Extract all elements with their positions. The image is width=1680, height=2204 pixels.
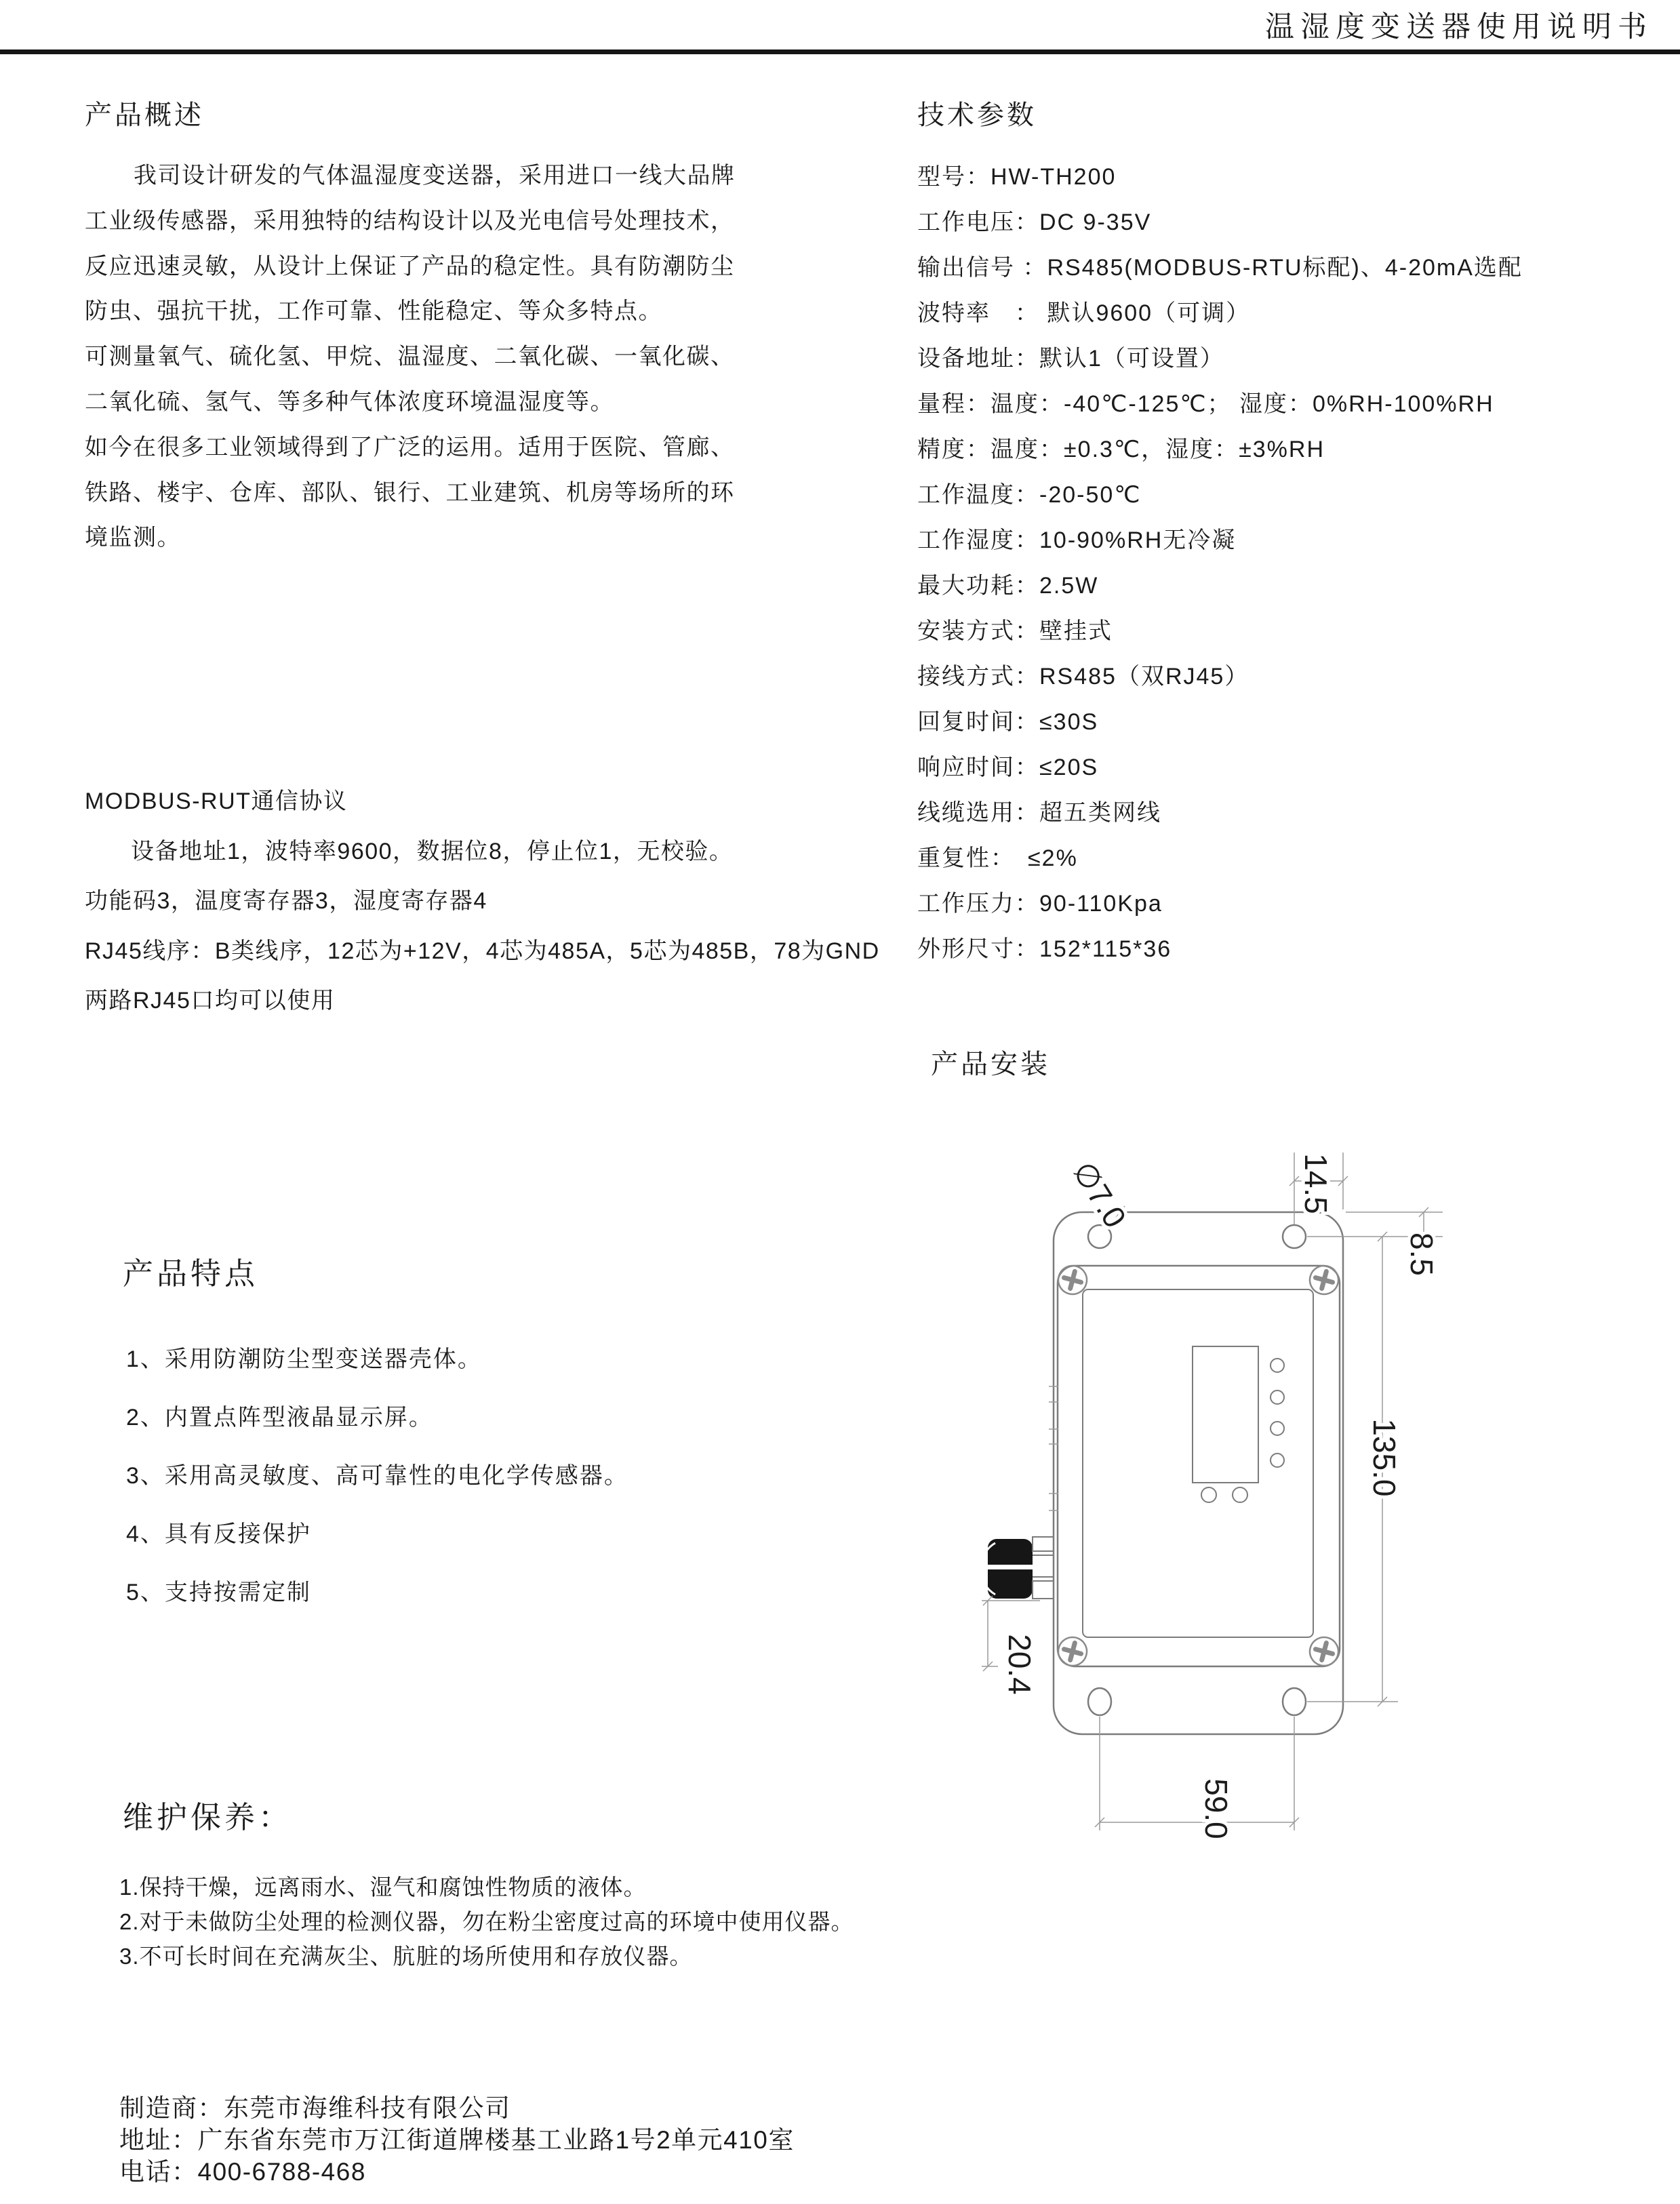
modbus-line: RJ45线序：B类线序，12芯为+12V，4芯为485A，5芯为485B，78为GND xyxy=(85,938,880,964)
feature-item: 4、具有反接保护 xyxy=(126,1521,311,1547)
section-heading-overview: 产品概述 xyxy=(85,100,204,130)
maintenance-list xyxy=(119,1870,854,1973)
spec-line: 回复时间：≤30S xyxy=(917,709,1099,735)
spec-line: 工作湿度：10-90%RH无冷凝 xyxy=(917,527,1237,553)
overview-line: 铁路、楼宇、仓库、部队、银行、工业建筑、机房等场所的环 xyxy=(85,479,735,506)
overview-line: 境监测。 xyxy=(85,525,181,551)
mounting-hole-bottom-right xyxy=(1283,1688,1306,1715)
spec-line: 安装方式：壁挂式 xyxy=(917,618,1113,644)
overview-line: 工业级传感器，采用独特的结构设计以及光电信号处理技术， xyxy=(85,207,735,234)
feature-item: 5、支持按需定制 xyxy=(126,1580,311,1605)
manufacturer-info xyxy=(119,2092,795,2188)
dim-hole-to-edge: 14.5 xyxy=(1298,1153,1334,1214)
spec-line: 输出信号 ：RS485(MODBUS-RTU标配)、4-20mA选配 xyxy=(917,255,1523,281)
spec-line: 波特率 ： 默认9600（可调） xyxy=(917,300,1251,326)
dim-hole-diameter: ∅7.0 xyxy=(1066,1155,1134,1234)
dim-horizontal-pitch: 59.0 xyxy=(1199,1778,1234,1839)
spec-line: 工作温度：-20-50℃ xyxy=(917,482,1142,508)
specs-list xyxy=(917,155,1523,972)
modbus-line: 功能码3，温度寄存器3，湿度寄存器4 xyxy=(85,888,487,914)
spec-line: 重复性： ≤2% xyxy=(917,845,1078,871)
overview-line: 可测量氧气、硫化氢、甲烷、温湿度、二氧化碳、一氧化碳、 xyxy=(85,344,735,370)
phone-line: 电话：400-6788-468 xyxy=(119,2158,366,2186)
dim-gland-offset: 20.4 xyxy=(1002,1634,1037,1695)
features-list xyxy=(126,1330,628,1622)
mounting-plate-outline xyxy=(1054,1212,1343,1734)
overview-line: 我司设计研发的气体温湿度变送器，采用进口一线大品牌 xyxy=(134,163,736,188)
spec-line: 型号：HW-TH200 xyxy=(917,164,1117,190)
overview-line: 反应迅速灵敏，从设计上保证了产品的稳定性。具有防潮防尘 xyxy=(85,253,735,279)
spec-line: 外形尺寸：152*115*36 xyxy=(917,936,1172,962)
spec-line: 精度：温度：±0.3℃，湿度：±3%RH xyxy=(917,437,1325,462)
maintenance-item: 1.保持干燥，远离雨水、湿气和腐蚀性物质的液体。 xyxy=(119,1875,647,1900)
overview-paragraph xyxy=(85,153,736,561)
corner-screws xyxy=(1055,1262,1341,1668)
section-heading-features: 产品特点 xyxy=(123,1256,259,1291)
spec-line: 设备地址：默认1（可设置） xyxy=(917,346,1224,372)
spec-line: 接线方式：RS485（双RJ45） xyxy=(917,664,1249,689)
screw-icon xyxy=(1055,1634,1089,1668)
header-rule xyxy=(0,49,1680,54)
overview-line: 防虫、强抗干扰，工作可靠、性能稳定、等众多特点。 xyxy=(85,298,662,325)
maintenance-item: 3.不可长时间在充满灰尘、肮脏的场所使用和存放仪器。 xyxy=(119,1944,693,1969)
mounting-hole-top-right xyxy=(1283,1225,1306,1248)
dim-vertical-pitch: 135.0 xyxy=(1367,1418,1402,1497)
spec-line: 线缆选用：超五类网线 xyxy=(917,800,1161,826)
feature-item: 3、采用高灵敏度、高可靠性的电化学传感器。 xyxy=(126,1463,628,1489)
feature-item: 1、采用防潮防尘型变送器壳体。 xyxy=(126,1346,482,1372)
document-title: 温湿度变送器使用说明书 xyxy=(1265,11,1653,43)
mounting-hole-bottom-left xyxy=(1088,1688,1111,1715)
dim-edge-offset: 8.5 xyxy=(1404,1233,1439,1276)
spec-line: 最大功耗：2.5W xyxy=(917,573,1099,599)
panel-button-right xyxy=(1233,1487,1247,1502)
spec-line: 工作压力：90-110Kpa xyxy=(917,891,1163,917)
spec-line: 响应时间：≤20S xyxy=(917,755,1099,780)
screw-icon xyxy=(1306,1634,1341,1668)
lcd-window xyxy=(1193,1346,1258,1483)
feature-item: 2、内置点阵型液晶显示屏。 xyxy=(126,1405,433,1430)
modbus-heading: MODBUS-RUT通信协议 xyxy=(85,788,348,814)
spec-line: 工作电压：DC 9-35V xyxy=(917,209,1152,235)
installation-diagram xyxy=(946,1122,1475,1895)
section-heading-specs: 技术参数 xyxy=(917,100,1037,130)
led-indicators xyxy=(1271,1359,1284,1467)
section-heading-maintenance: 维护保养： xyxy=(123,1800,293,1835)
maintenance-item: 2.对于未做防尘处理的检测仪器，勿在粉尘密度过高的环境中使用仪器。 xyxy=(119,1909,854,1934)
modbus-protocol-section xyxy=(85,777,880,1026)
front-panel-outline xyxy=(1083,1289,1313,1637)
spec-line: 量程：温度：-40℃-125℃； 湿度：0%RH-100%RH xyxy=(917,391,1494,417)
overview-line: 如今在很多工业领域得到了广泛的运用。适用于医院、管廊、 xyxy=(85,434,735,460)
address-line: 地址：广东省东莞市万江街道牌楼基工业路1号2单元410室 xyxy=(119,2126,795,2154)
screw-icon xyxy=(1055,1262,1089,1297)
modbus-line: 设备地址1，波特率9600，数据位8，停止位1，无校验。 xyxy=(131,838,734,864)
device-body-outline xyxy=(1058,1266,1340,1666)
manufacturer-line: 制造商：东莞市海维科技有限公司 xyxy=(119,2094,511,2122)
section-heading-install: 产品安装 xyxy=(931,1049,1050,1079)
overview-line: 二氧化硫、氢气、等多种气体浓度环境温湿度等。 xyxy=(85,388,614,415)
cable-gland xyxy=(980,1537,1054,1599)
modbus-line: 两路RJ45口均可以使用 xyxy=(85,988,336,1014)
panel-button-left xyxy=(1201,1487,1216,1502)
